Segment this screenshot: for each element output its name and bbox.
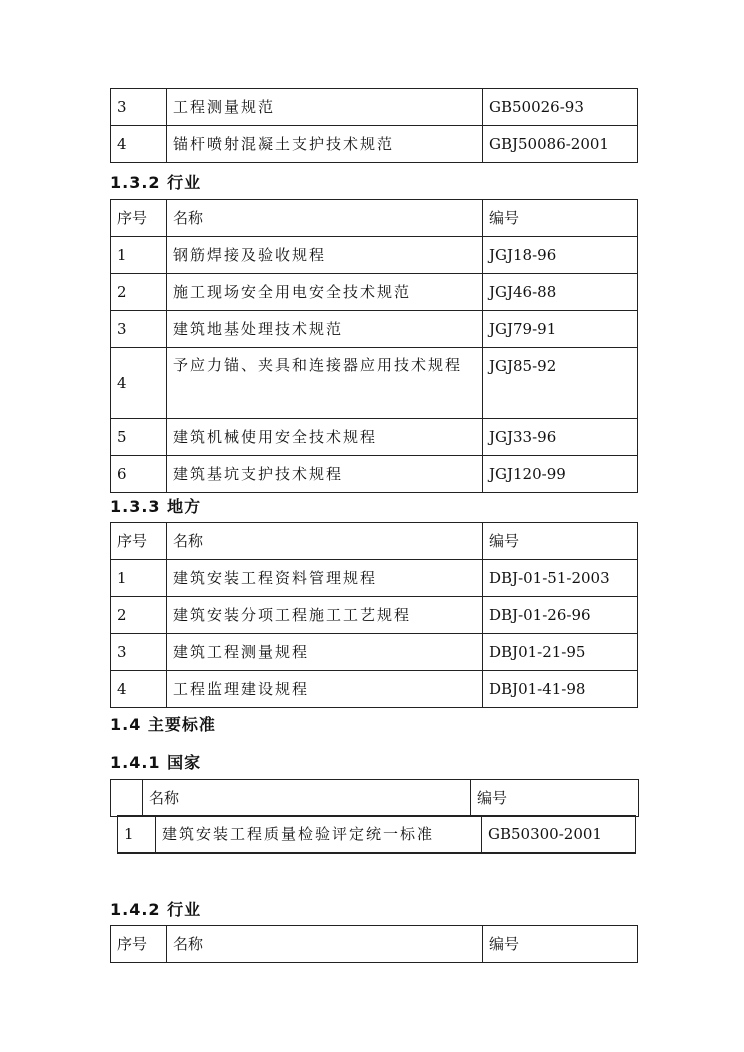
spec-code: DBJ-01-51-2003: [483, 560, 638, 597]
spec-code: JGJ18-96: [483, 237, 638, 274]
spec-code: GBJ50086-2001: [483, 126, 638, 163]
row-number: 1: [111, 560, 167, 597]
section-heading-1-4: 1.4 主要标准: [110, 715, 216, 734]
table-row: [111, 597, 638, 634]
header-code: 编号: [483, 926, 638, 963]
spec-name: 施工现场安全用电安全技术规范: [167, 274, 483, 311]
section-heading-1-4-2: 1.4.2 行业: [110, 900, 202, 919]
national-standard-table-header: [110, 779, 639, 817]
table-row: [111, 456, 638, 493]
national-standard-table: [117, 815, 636, 854]
header-name: 名称: [143, 780, 471, 817]
row-number: 2: [111, 274, 167, 311]
spec-code: JGJ120-99: [483, 456, 638, 493]
table-header-row: [111, 780, 639, 817]
local-spec-table: [110, 522, 638, 708]
table-row: [111, 89, 638, 126]
row-number: 3: [111, 634, 167, 671]
spec-name: 钢筋焊接及验收规程: [167, 237, 483, 274]
table-row: [111, 237, 638, 274]
section-heading-1-3-2: 1.3.2 行业: [110, 173, 202, 192]
row-number: 1: [111, 237, 167, 274]
table-row: [111, 311, 638, 348]
table-header-row: [111, 523, 638, 560]
spec-code: JGJ79-91: [483, 311, 638, 348]
row-number: 5: [111, 419, 167, 456]
header-code: 编号: [483, 200, 638, 237]
empty-cell: [156, 853, 482, 854]
table-row: [111, 560, 638, 597]
header-number: 序号: [111, 523, 167, 560]
section-heading-1-3-3: 1.3.3 地方: [110, 497, 202, 516]
spec-code: DBJ01-21-95: [483, 634, 638, 671]
spec-name: 工程监理建设规程: [167, 671, 483, 708]
row-number: 4: [111, 126, 167, 163]
spec-code: GB50300-2001: [482, 816, 636, 853]
table-row: [118, 816, 636, 853]
spec-code: JGJ85-92: [483, 348, 638, 419]
row-number: 3: [111, 89, 167, 126]
table-row: [111, 634, 638, 671]
spec-name: 建筑安装工程质量检验评定统一标准: [156, 816, 482, 853]
table-header-row: [111, 926, 638, 963]
table-row: [111, 274, 638, 311]
spec-name: 建筑机械使用安全技术规程: [167, 419, 483, 456]
row-number: 6: [111, 456, 167, 493]
table-header-row: [111, 200, 638, 237]
spec-name: 建筑地基处理技术规范: [167, 311, 483, 348]
row-number: 4: [111, 671, 167, 708]
header-number-empty: [111, 780, 143, 817]
section-heading-1-4-1: 1.4.1 国家: [110, 753, 202, 772]
row-number: 3: [111, 311, 167, 348]
header-name: 名称: [167, 926, 483, 963]
table-row: [111, 671, 638, 708]
spec-name: 予应力锚、夹具和连接器应用技术规程: [167, 348, 483, 419]
industry-standard-table: [110, 925, 638, 963]
header-name: 名称: [167, 200, 483, 237]
national-spec-table-continued: [110, 88, 638, 163]
empty-cell: [482, 853, 636, 854]
row-number: 2: [111, 597, 167, 634]
table-row: [111, 126, 638, 163]
spec-code: DBJ-01-26-96: [483, 597, 638, 634]
table-row-empty: [118, 853, 636, 854]
industry-spec-table: [110, 199, 638, 493]
spec-name: 建筑安装分项工程施工工艺规程: [167, 597, 483, 634]
header-code: 编号: [483, 523, 638, 560]
table-row: [111, 348, 638, 419]
spec-name: 工程测量规范: [167, 89, 483, 126]
spec-name: 建筑基坑支护技术规程: [167, 456, 483, 493]
row-number: 4: [111, 348, 167, 419]
spec-name: 建筑安装工程资料管理规程: [167, 560, 483, 597]
spec-name: 建筑工程测量规程: [167, 634, 483, 671]
empty-cell: [118, 853, 156, 854]
table-row: [111, 419, 638, 456]
header-number: 序号: [111, 200, 167, 237]
header-name: 名称: [167, 523, 483, 560]
spec-code: JGJ33-96: [483, 419, 638, 456]
spec-code: GB50026-93: [483, 89, 638, 126]
header-code: 编号: [471, 780, 639, 817]
spec-code: JGJ46-88: [483, 274, 638, 311]
row-number: 1: [118, 816, 156, 853]
spec-code: DBJ01-41-98: [483, 671, 638, 708]
header-number: 序号: [111, 926, 167, 963]
spec-name: 锚杆喷射混凝土支护技术规范: [167, 126, 483, 163]
